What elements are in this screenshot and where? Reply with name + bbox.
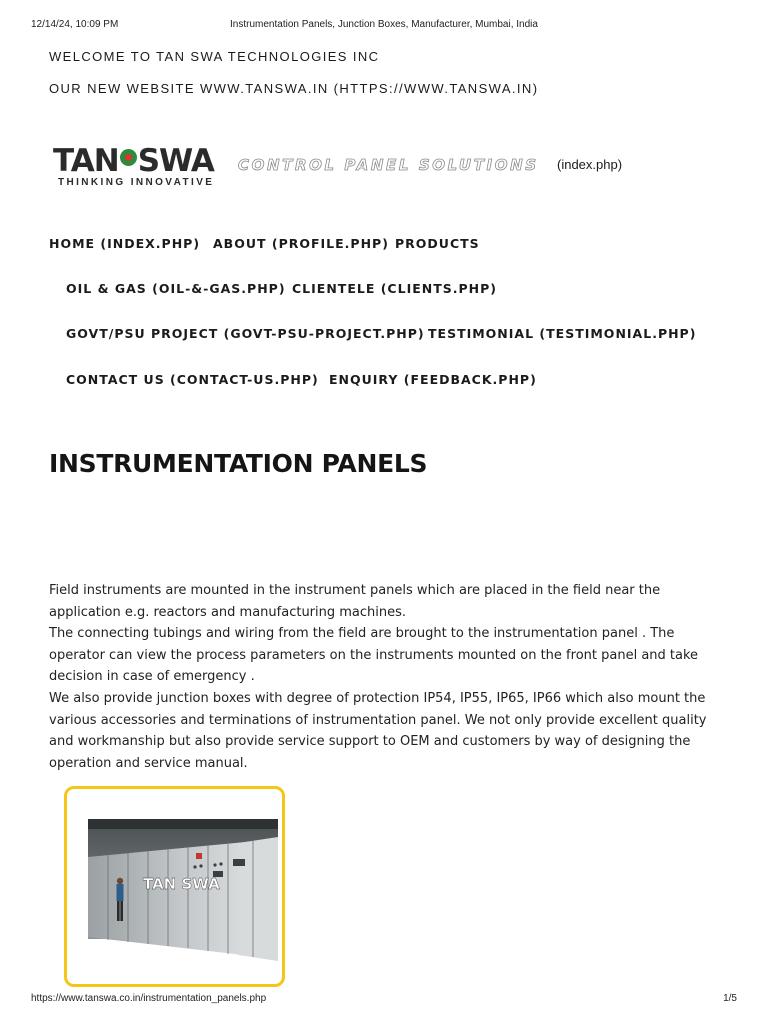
welcome-text: WELCOME TO TAN SWA TECHNOLOGIES INC	[49, 49, 380, 64]
page-title: INSTRUMENTATION PANELS	[49, 449, 428, 478]
product-image-frame[interactable]	[64, 786, 285, 987]
nav-enquiry[interactable]: ENQUIRY (FEEDBACK.PHP)	[329, 372, 537, 387]
slogan-link-text[interactable]: (index.php)	[557, 157, 623, 172]
nav-testimonial[interactable]: TESTIMONIAL (TESTIMONIAL.PHP)	[428, 326, 697, 341]
logo-text-right: SWA	[137, 143, 214, 179]
paragraph-2: The connecting tubings and wiring from the field are brought to the instrumentation panel . The operator can view the process parameters on the instruments mounted on the front panel and take decision in case of emergency .	[49, 626, 699, 685]
image-watermark: TAN SWA	[143, 875, 220, 893]
nav-products[interactable]: PRODUCTS	[395, 236, 480, 251]
nav-govt-psu-project[interactable]: GOVT/PSU PROJECT (GOVT-PSU-PROJECT.PHP)	[66, 326, 425, 341]
print-url: https://www.tanswa.co.in/instrumentation_panels.php	[31, 993, 267, 1004]
print-page-number: 1/5	[723, 993, 737, 1004]
description	[49, 580, 729, 774]
nav-about[interactable]: ABOUT (PROFILE.PHP)	[213, 236, 389, 251]
print-date: 12/14/24, 10:09 PM	[31, 19, 119, 30]
instrumentation-panel-photo	[88, 819, 278, 969]
nav-home[interactable]: HOME (INDEX.PHP)	[49, 236, 201, 251]
paragraph-1: Field instruments are mounted in the instrument panels which are placed in the field near the application e.g. reactors and manufacturing machines.	[49, 583, 661, 620]
logo-wordmark	[53, 144, 214, 178]
nav-oil-gas[interactable]: OIL & GAS (OIL-&-GAS.PHP)	[66, 281, 286, 296]
new-website-link[interactable]: OUR NEW WEBSITE WWW.TANSWA.IN (HTTPS://WWW.TANSWA.IN)	[49, 81, 539, 96]
paragraph-3: We also provide junction boxes with degree of protection IP54, IP55, IP65, IP66 which also mount the various accessories and terminations of instrumentation panel. We not only provide excellent quality and workmanship but also provide service support to OEM and customers by way of designing the operation and service manual.	[49, 690, 707, 771]
logo-tagline: THINKING INNOVATIVE	[58, 177, 215, 188]
logo-dot-icon	[120, 149, 137, 166]
slogan-banner[interactable]: CONTROL PANEL SOLUTIONS	[238, 156, 539, 174]
nav-contact-us[interactable]: CONTACT US (CONTACT-US.PHP)	[66, 372, 319, 387]
logo-text-left: TAN	[53, 143, 119, 179]
site-logo[interactable]	[53, 144, 217, 192]
nav-clientele[interactable]: CLIENTELE (CLIENTS.PHP)	[292, 281, 497, 296]
print-page-title: Instrumentation Panels, Junction Boxes, Manufacturer, Mumbai, India	[230, 19, 538, 30]
